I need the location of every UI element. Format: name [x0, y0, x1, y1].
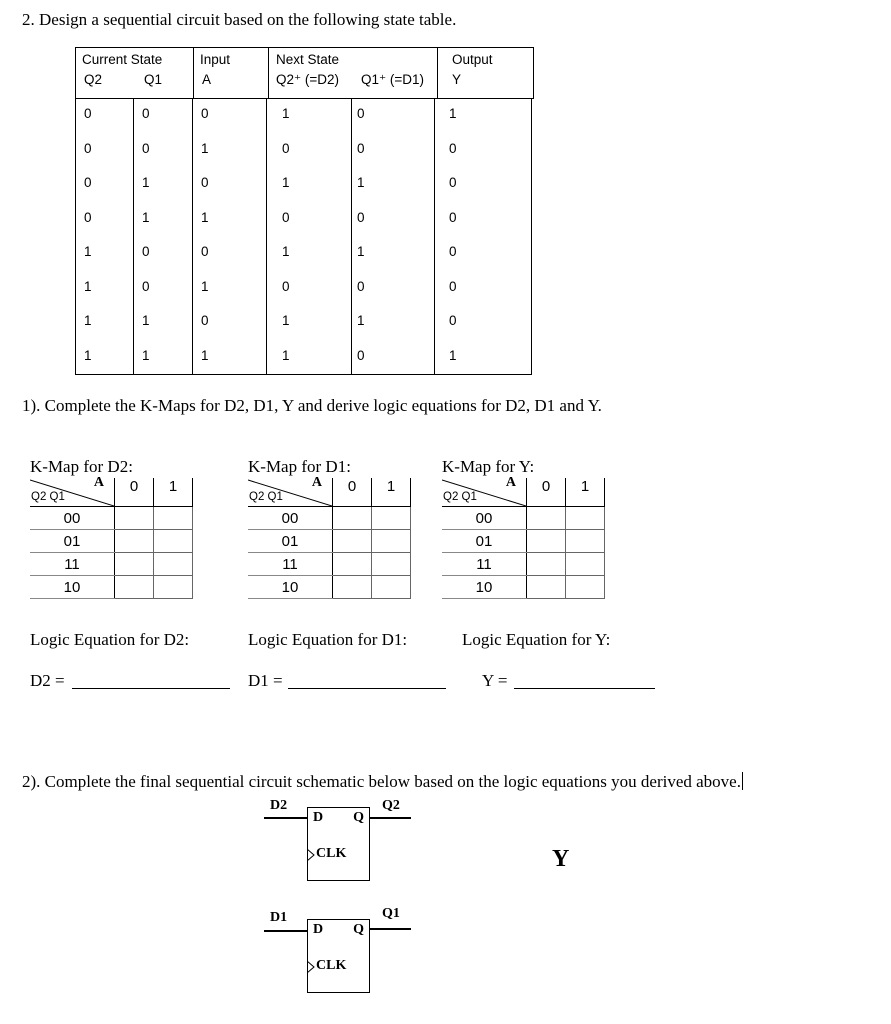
ff-top-input-label: D2	[270, 798, 288, 813]
kmap-cell[interactable]	[527, 553, 566, 576]
kmap-row-header: 01	[30, 530, 115, 553]
kmap-row-var: Q2 Q1	[443, 491, 477, 503]
kmap-row-header: 00	[248, 507, 333, 530]
ff-top-output-wire	[369, 817, 411, 819]
equation-label-d2: Logic Equation for D2:	[30, 630, 190, 649]
equation-answer-line-d1[interactable]	[288, 688, 446, 689]
state-table-cell-d2: 1	[282, 244, 290, 259]
state-table-cell-d2: 0	[282, 278, 290, 294]
state-table-cell-d2: 1	[282, 313, 290, 328]
kmap-corner	[442, 475, 527, 507]
kmap-row-header: 00	[442, 507, 527, 530]
kmap-cell[interactable]	[527, 576, 566, 599]
kmap-cell[interactable]	[372, 576, 411, 599]
ff-bottom-q-pin: Q	[353, 922, 364, 937]
state-table-cell-a: 0	[201, 244, 209, 259]
instruction-2	[22, 772, 743, 792]
state-table-cell-q2: 1	[84, 244, 92, 259]
header-current-state-label: Current State	[82, 52, 163, 67]
state-table-cell-y: 0	[449, 209, 457, 225]
kmap-row-header: 11	[30, 553, 115, 576]
kmap-cell[interactable]	[566, 507, 605, 530]
state-table-cell-a: 0	[201, 106, 209, 121]
state-table-cell-y: 1	[449, 106, 457, 121]
state-table-bottom-line	[75, 374, 532, 375]
state-table-cell-d1: 1	[357, 313, 365, 328]
header-next-state	[269, 48, 438, 99]
state-table-cell-q2: 1	[84, 347, 92, 363]
state-table-cell-d2: 1	[282, 106, 290, 121]
equation-lhs-y: Y =	[482, 671, 508, 690]
header-q2-next: Q2⁺ (=D2)	[276, 72, 340, 87]
kmap-col-header: 0	[333, 478, 372, 507]
kmap-cell[interactable]	[154, 553, 193, 576]
clock-triangle-icon	[307, 960, 315, 974]
state-table-column-line	[434, 98, 435, 375]
kmap-cell[interactable]	[333, 576, 372, 599]
state-table-cell-d2: 0	[282, 140, 290, 156]
state-table-cell-a: 0	[201, 313, 209, 328]
state-table-cell-a: 1	[201, 347, 209, 363]
header-a: A	[202, 72, 212, 87]
state-table-cell-q1: 1	[142, 209, 150, 225]
state-table-cell-q1: 0	[142, 106, 150, 121]
state-table-cell-d1: 1	[357, 244, 365, 259]
state-table-cell-d1: 0	[357, 278, 365, 294]
header-output-label: Output	[452, 52, 493, 67]
kmap-corner	[248, 475, 333, 507]
kmap-title: K-Map for D1:	[248, 457, 351, 476]
kmap-cell[interactable]	[566, 553, 605, 576]
kmap-cell[interactable]	[333, 507, 372, 530]
state-table-body	[75, 98, 531, 375]
equation-label-y: Logic Equation for Y:	[462, 630, 611, 649]
state-table-cell-a: 0	[201, 175, 209, 190]
state-table-cell-q1: 0	[142, 278, 150, 294]
kmap-cell[interactable]	[154, 576, 193, 599]
kmap-col-header: 1	[566, 478, 605, 507]
equation-label-d1: Logic Equation for D1:	[248, 630, 408, 649]
kmap-cell[interactable]	[115, 553, 154, 576]
state-table-cell-y: 0	[449, 244, 457, 259]
kmap-row-header: 00	[30, 507, 115, 530]
kmap-col-header: 1	[154, 478, 193, 507]
kmap-row-header: 10	[442, 576, 527, 599]
kmap-row-header: 10	[30, 576, 115, 599]
kmap-title: K-Map for D2:	[30, 457, 133, 476]
problem-title: 2. Design a sequential circuit based on the following state table.	[22, 10, 457, 29]
state-table-cell-d1: 0	[357, 347, 365, 363]
kmap-row-var: Q2 Q1	[249, 491, 283, 503]
kmap-row-header: 01	[442, 530, 527, 553]
kmap-cell[interactable]	[372, 553, 411, 576]
kmap-cell[interactable]	[527, 530, 566, 553]
state-table-cell-q1: 0	[142, 244, 150, 259]
clock-triangle-icon	[307, 848, 315, 862]
kmap-grid	[248, 475, 411, 599]
kmap-cell[interactable]	[115, 507, 154, 530]
kmap-cell[interactable]	[372, 507, 411, 530]
kmap-grid	[30, 475, 193, 599]
equation-answer-line-y[interactable]	[514, 688, 655, 689]
state-table-cell-q2: 0	[84, 106, 92, 121]
state-table-cell-q2: 1	[84, 313, 92, 328]
state-table-column-line	[75, 98, 76, 375]
kmap-cell[interactable]	[566, 576, 605, 599]
kmap-title: K-Map for Y:	[442, 457, 535, 476]
output-y-label: Y	[552, 846, 570, 872]
state-table-column-line	[531, 98, 532, 375]
kmap-col-var: A	[93, 475, 104, 490]
instruction-1: 1). Complete the K-Maps for D2, D1, Y and derive logic equations for D2, D1 and Y.	[22, 396, 602, 415]
ff-top-input-wire	[264, 817, 308, 819]
header-current-state	[76, 48, 194, 99]
kmap-row-header: 11	[442, 553, 527, 576]
kmap-corner	[30, 475, 115, 507]
state-table-cell-a: 1	[201, 209, 209, 225]
state-table-cell-d1: 0	[357, 106, 365, 121]
state-table-cell-d2: 1	[282, 175, 290, 190]
kmap-cell[interactable]	[115, 530, 154, 553]
state-table-cell-d1: 1	[357, 175, 365, 190]
state-table-cell-q1: 0	[142, 140, 150, 156]
kmap-col-header: 0	[115, 478, 154, 507]
ff-bottom-input-wire	[264, 930, 308, 932]
state-table-column-line	[192, 98, 193, 375]
state-table-column-line	[266, 98, 267, 375]
state-table-cell-q2: 0	[84, 140, 92, 156]
kmap-cell[interactable]	[527, 507, 566, 530]
ff-bottom-d-pin: D	[313, 922, 324, 937]
kmap-grid	[442, 475, 605, 599]
state-table-cell-q2: 0	[84, 175, 92, 190]
state-table-cell-d2: 1	[282, 347, 290, 363]
kmap-cell[interactable]	[115, 576, 154, 599]
state-table-cell-d1: 0	[357, 209, 365, 225]
header-output	[438, 48, 534, 99]
kmap-col-header: 1	[372, 478, 411, 507]
state-table-cell-y: 1	[449, 347, 457, 363]
state-table	[75, 47, 534, 99]
state-table-cell-d1: 0	[357, 140, 365, 156]
ff-bottom-output-wire	[369, 928, 411, 930]
equation-answer-line-d2[interactable]	[72, 688, 230, 689]
ff-top-d-pin: D	[313, 810, 324, 825]
header-input-label: Input	[200, 52, 231, 67]
header-q2: Q2	[84, 72, 103, 87]
ff-bottom-input-label: D1	[270, 910, 288, 925]
ff-top-output-label: Q2	[382, 798, 400, 813]
header-next-state-label: Next State	[276, 52, 340, 67]
state-table-column-line	[351, 98, 352, 375]
state-table-cell-q1: 1	[142, 313, 150, 328]
equation-lhs-d2: D2 =	[30, 671, 65, 690]
header-y: Y	[452, 72, 462, 87]
kmap-row-header: 10	[248, 576, 333, 599]
state-table-cell-q1: 1	[142, 175, 150, 190]
state-table-cell-y: 0	[449, 175, 457, 190]
kmap-cell[interactable]	[566, 530, 605, 553]
header-q1-next: Q1⁺ (=D1)	[361, 72, 425, 87]
kmap-cell[interactable]	[372, 530, 411, 553]
ff-bottom-output-label: Q1	[382, 906, 400, 921]
state-table-cell-q2: 0	[84, 209, 92, 225]
kmap-row-header: 01	[248, 530, 333, 553]
d-flip-flop-bottom	[307, 919, 370, 993]
header-input	[194, 48, 269, 99]
ff-top-q-pin: Q	[353, 810, 364, 825]
equation-lhs-d1: D1 =	[248, 671, 283, 690]
state-table-cell-y: 0	[449, 313, 457, 328]
kmap-cell[interactable]	[154, 530, 193, 553]
state-table-cell-a: 1	[201, 140, 209, 156]
state-table-cell-a: 1	[201, 278, 209, 294]
instruction-2-text: 2). Complete the final sequential circuit schematic below based on the logic equations you derived above.	[22, 772, 741, 791]
kmap-row-header: 11	[248, 553, 333, 576]
state-table-cell-q1: 1	[142, 347, 150, 363]
state-table-cell-q2: 1	[84, 278, 92, 294]
kmap-col-var: A	[505, 475, 516, 490]
state-table-cell-d2: 0	[282, 209, 290, 225]
ff-bottom-clk-pin: CLK	[316, 958, 347, 973]
kmap-cell[interactable]	[154, 507, 193, 530]
d-flip-flop-top	[307, 807, 370, 881]
state-table-column-line	[133, 98, 134, 375]
kmap-col-var: A	[311, 475, 322, 490]
state-table-cell-y: 0	[449, 278, 457, 294]
ff-top-clk-pin: CLK	[316, 846, 347, 861]
text-cursor	[742, 772, 743, 790]
state-table-cell-y: 0	[449, 140, 457, 156]
kmap-cell[interactable]	[333, 553, 372, 576]
kmap-col-header: 0	[527, 478, 566, 507]
kmap-cell[interactable]	[333, 530, 372, 553]
header-q1: Q1	[144, 72, 163, 87]
kmap-row-var: Q2 Q1	[31, 491, 65, 503]
